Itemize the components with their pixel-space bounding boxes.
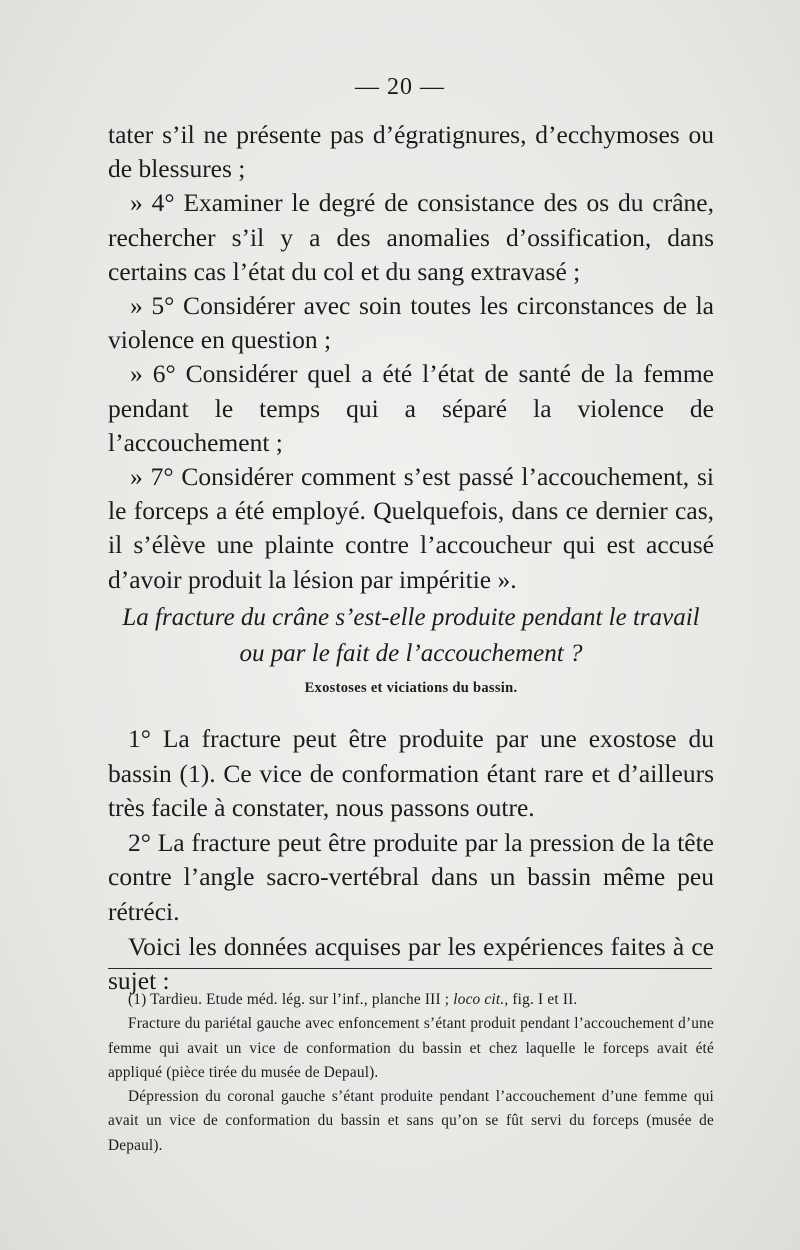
footnote-2: Fracture du pariétal gauche avec enfoncement s’étant produit pendant l’accouchement d’une femme qui avait un vice de conformation du bassin et chez laquelle le forceps avait été appliqué (pièce tirée du musée de Depaul). (108, 1015, 714, 1081)
footnote-1 (108, 988, 714, 1012)
footnote-1-italic: loco cit. (453, 991, 505, 1008)
footnote-3: Dépression du coronal gauche s’étant produite pendant l’accouchement d’une femme qui avait un vice de conformation du bassin et sans qu’on se fût servi du forceps (musée de Depaul). (108, 1088, 714, 1154)
body-text-top (108, 118, 714, 597)
paragraph-item-5: » 5° Considérer avec soin toutes les circonstances de la violence en question ; (108, 291, 714, 355)
section-title: La fracture du crâne s’est-elle produite pendant le travail ou par le fait de l’accouchement ? (122, 604, 700, 667)
body-text-bottom (108, 722, 714, 999)
paragraph-continuation: tater s’il ne présente pas d’égratignures, d’ecchymoses ou de blessures ; (108, 120, 714, 184)
footnote-1-end: , fig. I et II. (504, 991, 578, 1008)
paragraph-item-4: » 4° Examiner le degré de consistance des os du crâne, rechercher s’il y a des anomalies d’ossification, dans certains cas l’état du col et du sang extravasé ; (108, 188, 714, 286)
page-number: — 20 — (355, 74, 445, 100)
paragraph-intro: Voici les données acquises par les expériences faites à ce sujet : (108, 931, 714, 996)
paragraph-point-1: 1° La fracture peut être produite par une exostose du bassin (1). Ce vice de conformation étant rare et d’ailleurs très facile à constater, nous passons outre. (108, 724, 714, 823)
footnotes (108, 988, 714, 1158)
footnote-1-text: (1) Tardieu. Etude méd. lég. sur l’inf., planche III ; (128, 991, 454, 1008)
paragraph-item-7: » 7° Considérer comment s’est passé l’accouchement, si le forceps a été employé. Quelquefois, dans ce dernier cas, il s’élève une plainte contre l’accoucheur qui est accusé d’avoir produit la lésion par impéritie ». (108, 462, 714, 594)
footnote-divider (108, 968, 712, 969)
paragraph-point-2: 2° La fracture peut être produite par la pression de la tête contre l’angle sacro-vertébral dans un bassin même peu rétréci. (108, 827, 714, 926)
section-subheading: Exostoses et viciations du bassin. (304, 680, 518, 696)
paragraph-item-6: » 6° Considérer quel a été l’état de santé de la femme pendant le temps qui a séparé la violence de l’accouchement ; (108, 359, 714, 457)
